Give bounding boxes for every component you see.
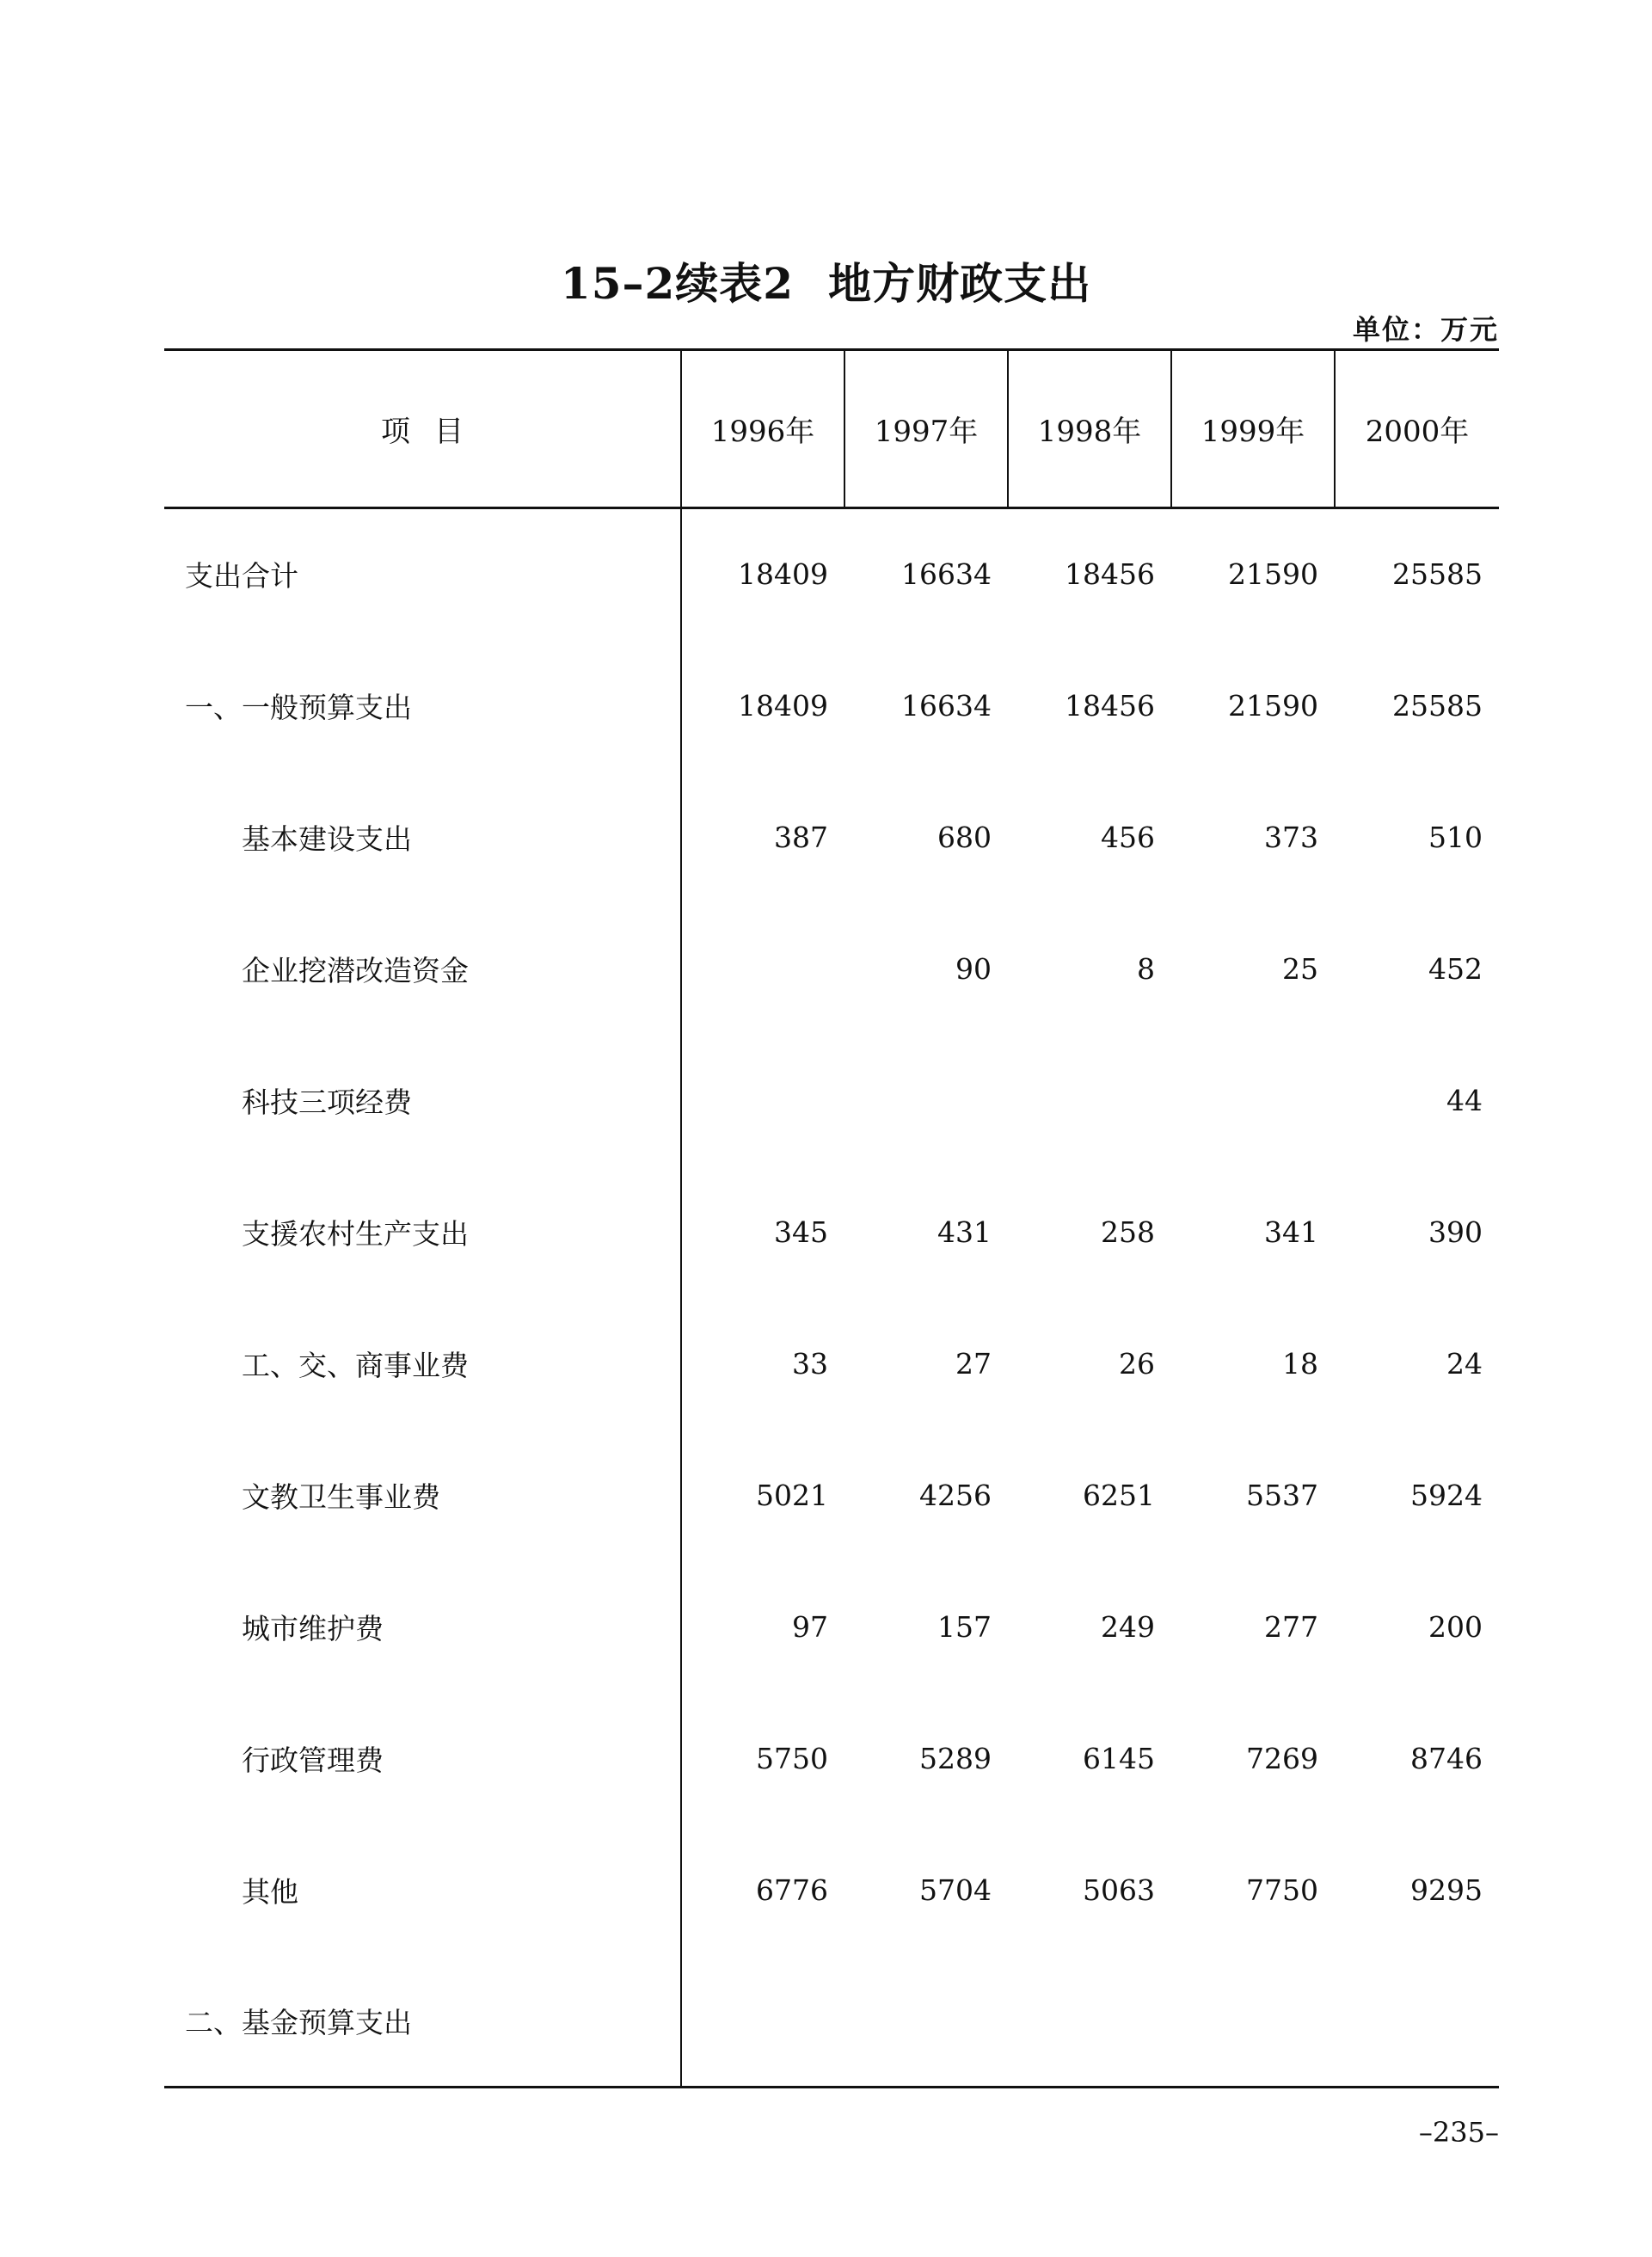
table-row <box>164 1824 1499 1956</box>
cell-value: 8746 <box>1410 1741 1483 1775</box>
cell-value: 5750 <box>756 1741 828 1775</box>
cell-value <box>681 1956 844 2088</box>
cell-value: 21590 <box>1228 688 1318 723</box>
cell-value <box>1008 1035 1171 1166</box>
header-year: 1997年 <box>844 350 1008 508</box>
cell-value: 5704 <box>919 1873 992 1907</box>
finance-table-container <box>164 348 1499 2088</box>
cell-value: 7269 <box>1246 1741 1318 1775</box>
cell-value: 18409 <box>738 557 828 592</box>
cell-value: 25585 <box>1392 557 1483 592</box>
cell-value: 18409 <box>738 688 828 723</box>
row-label: 二、基金预算支出 <box>164 1956 681 2088</box>
cell-value: 373 <box>1264 820 1318 854</box>
table-row <box>164 1956 1499 2088</box>
table-row <box>164 1166 1499 1298</box>
row-label: 其他 <box>164 1824 681 1956</box>
cell-value: 431 <box>937 1215 992 1249</box>
cell-value: 258 <box>1101 1215 1155 1249</box>
cell-value: 277 <box>1264 1609 1318 1644</box>
row-label: 企业挖潜改造资金 <box>164 903 681 1035</box>
table-row <box>164 640 1499 772</box>
row-label: 支援农村生产支出 <box>164 1166 681 1298</box>
cell-value: 24 <box>1446 1346 1483 1381</box>
table-row <box>164 903 1499 1035</box>
cell-value <box>844 1956 1008 2088</box>
cell-value: 6776 <box>756 1873 828 1907</box>
table-row <box>164 1693 1499 1824</box>
cell-value: 510 <box>1428 820 1483 854</box>
finance-table <box>164 348 1499 2088</box>
table-row <box>164 1430 1499 1561</box>
cell-value <box>1335 1956 1499 2088</box>
cell-value: 6145 <box>1083 1741 1155 1775</box>
cell-value <box>844 1035 1008 1166</box>
cell-value: 97 <box>792 1609 828 1644</box>
header-year: 1996年 <box>681 350 844 508</box>
header-year: 1999年 <box>1171 350 1335 508</box>
cell-value: 345 <box>774 1215 828 1249</box>
row-label: 一、一般预算支出 <box>164 640 681 772</box>
cell-value <box>681 903 844 1035</box>
cell-value: 18456 <box>1065 688 1155 723</box>
cell-value: 26 <box>1119 1346 1155 1381</box>
cell-value: 27 <box>955 1346 992 1381</box>
row-label: 支出合计 <box>164 508 681 640</box>
cell-value: 44 <box>1446 1083 1483 1117</box>
cell-value: 200 <box>1428 1609 1483 1644</box>
row-label: 城市维护费 <box>164 1561 681 1693</box>
cell-value: 452 <box>1428 951 1483 986</box>
page-number: –235– <box>1418 2116 1499 2149</box>
cell-value <box>1171 1956 1335 2088</box>
row-label: 行政管理费 <box>164 1693 681 1824</box>
cell-value: 9295 <box>1410 1873 1483 1907</box>
cell-value <box>1171 1035 1335 1166</box>
cell-value: 341 <box>1264 1215 1318 1249</box>
cell-value: 4256 <box>919 1478 992 1512</box>
table-row <box>164 1035 1499 1166</box>
cell-value: 21590 <box>1228 557 1318 592</box>
cell-value: 249 <box>1101 1609 1155 1644</box>
cell-value: 387 <box>774 820 828 854</box>
cell-value: 8 <box>1137 951 1155 986</box>
table-row <box>164 508 1499 640</box>
table-title-text: 地方财政支出 <box>828 258 1092 309</box>
row-label: 工、交、商事业费 <box>164 1298 681 1430</box>
cell-value: 5289 <box>919 1741 992 1775</box>
header-item: 项目 <box>164 350 681 508</box>
cell-value: 18 <box>1282 1346 1318 1381</box>
unit-label: 单位：万元 <box>1352 313 1499 346</box>
cell-value: 456 <box>1101 820 1155 854</box>
page-title <box>0 249 1652 311</box>
cell-value: 25585 <box>1392 688 1483 723</box>
table-code: 15–2续表2 <box>560 258 795 309</box>
cell-value: 5063 <box>1083 1873 1155 1907</box>
cell-value: 6251 <box>1083 1478 1155 1512</box>
cell-value: 18456 <box>1065 557 1155 592</box>
cell-value: 7750 <box>1246 1873 1318 1907</box>
cell-value: 390 <box>1428 1215 1483 1249</box>
cell-value <box>1008 1956 1171 2088</box>
table-header-row <box>164 350 1499 508</box>
row-label: 文教卫生事业费 <box>164 1430 681 1561</box>
cell-value: 157 <box>937 1609 992 1644</box>
cell-value: 16634 <box>901 557 992 592</box>
cell-value: 90 <box>955 951 992 986</box>
table-row <box>164 772 1499 903</box>
row-label: 基本建设支出 <box>164 772 681 903</box>
row-label: 科技三项经费 <box>164 1035 681 1166</box>
cell-value: 16634 <box>901 688 992 723</box>
cell-value: 25 <box>1282 951 1318 986</box>
header-year: 1998年 <box>1008 350 1171 508</box>
header-year: 2000年 <box>1335 350 1499 508</box>
cell-value: 5537 <box>1246 1478 1318 1512</box>
table-row <box>164 1298 1499 1430</box>
cell-value: 680 <box>937 820 992 854</box>
cell-value: 33 <box>792 1346 828 1381</box>
cell-value <box>681 1035 844 1166</box>
table-row <box>164 1561 1499 1693</box>
cell-value: 5924 <box>1410 1478 1483 1512</box>
cell-value: 5021 <box>756 1478 828 1512</box>
